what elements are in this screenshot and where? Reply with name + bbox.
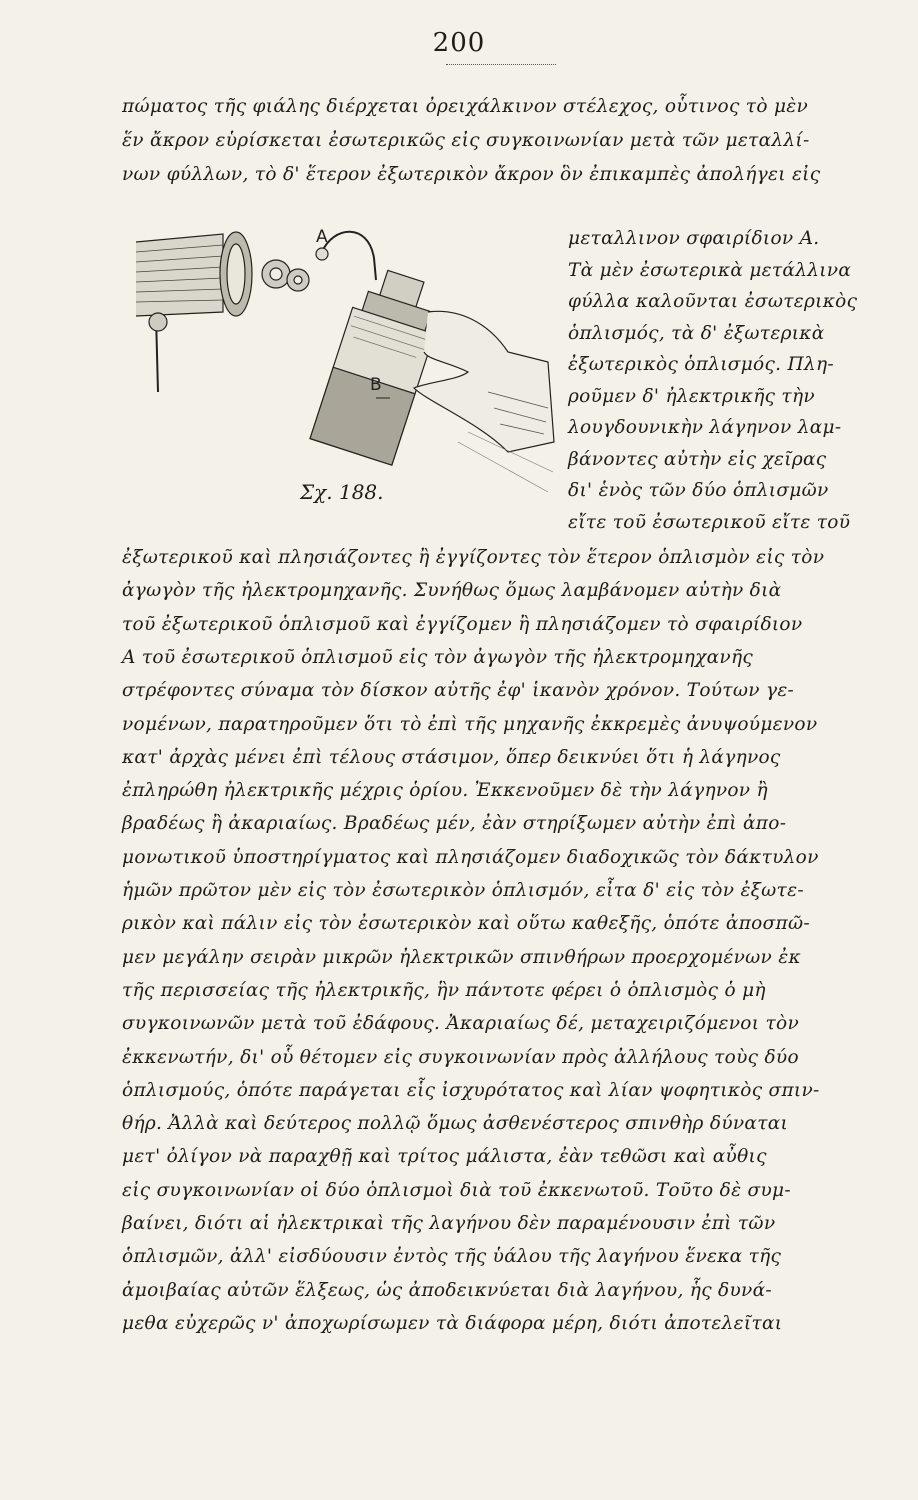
text-line: ἐξωτερικὸς ὁπλισμός. Πλη- bbox=[568, 354, 834, 375]
text-line: βαίνει, διότι αἱ ἠλεκτρικαὶ τῆς λαγήνου δὲν παραμένουσιν ἐπὶ τῶν bbox=[122, 1213, 776, 1234]
text-line: ὁπλισμῶν, ἀλλ' εἰσδύουσιν ἐντὸς τῆς ὑάλου τῆς λαγήνου ἕνεκα τῆς bbox=[122, 1246, 782, 1268]
text-line: θήρ. Ἀλλὰ καὶ δεύτερος πολλῷ ὅμως ἀσθενέστερος σπινθὴρ δύναται bbox=[122, 1113, 789, 1135]
text-line: νομένων, παρατηροῦμεν ὅτι τὸ ἐπὶ τῆς μηχανῆς ἐκκρεμὲς ἀνυψούμενον bbox=[122, 713, 818, 735]
leyden-jar-illustration bbox=[128, 212, 560, 512]
text-line: στρέφοντες σύναμα τὸν δίσκον αὐτῆς ἐφ' ἱκανὸν χρόνον. Τούτων γε- bbox=[122, 680, 795, 702]
text-line: Α τοῦ ἐσωτερικοῦ ὁπλισμοῦ εἰς τὸν ἀγωγὸν τῆς ἠλεκτρομηχανῆς bbox=[122, 646, 754, 668]
text-line: ὁπλισμούς, ὁπότε παράγεται εἷς ἰσχυρότατος καὶ λίαν ψοφητικὸς σπιν- bbox=[122, 1079, 820, 1101]
text-line: ροῦμεν δ' ἠλεκτρικῆς τὴν bbox=[568, 385, 815, 407]
text-line: βάνοντες αὐτὴν εἰς χεῖρας bbox=[568, 448, 827, 470]
page-number: 200 bbox=[432, 28, 486, 58]
text-line: μονωτικοῦ ὑποστηρίγματος καὶ πλησιάζομεν διαδοχικῶς τὸν δάκτυλον bbox=[122, 846, 819, 868]
text-line: νων φύλλων, τὸ δ' ἕτερον ἐξωτερικὸν ἄκρον ὃν ἐπικαμπὲς ἀπολήγει εἰς bbox=[122, 164, 821, 185]
text-line: πώματος τῆς φιάλης διέρχεται ὀρειχάλκινον στέλεχος, οὗτινος τὸ μὲν bbox=[122, 96, 809, 117]
text-line: μετ' ὀλίγον νὰ παραχθῇ καὶ τρίτος μάλιστα, ἐὰν τεθῶσι καὶ αὖθις bbox=[122, 1146, 767, 1168]
text-line: συγκοινωνῶν μετὰ τοῦ ἐδάφους. Ἀκαριαίως δέ, μεταχειριζόμενοι τὸν bbox=[122, 1013, 799, 1035]
text-line: ἐπληρώθη ἠλεκτρικῆς μέχρις ὁρίου. Ἐκκενοῦμεν δὲ τὴν λάγηνον ἢ bbox=[122, 780, 768, 802]
header-rule bbox=[446, 64, 556, 65]
text-line: ρικὸν καὶ πάλιν εἰς τὸν ἐσωτερικὸν καὶ οὕτω καθεξῆς, ὁπότε ἀποσπῶ- bbox=[122, 913, 810, 935]
text-line: μεν μεγάλην σειρὰν μικρῶν ἠλεκτρικῶν σπινθήρων προερχομένων ἐκ bbox=[122, 946, 801, 968]
text-line: κατ' ἀρχὰς μένει ἐπὶ τέλους στάσιμον, ὅπερ δεικνύει ὅτι ἡ λάγηνος bbox=[122, 746, 781, 768]
text-line: ὁπλισμός, τὰ δ' ἐξωτερικὰ bbox=[568, 322, 825, 344]
text-line: μεθα εὐχερῶς ν' ἀποχωρίσωμεν τὰ διάφορα μέρη, διότι ἀποτελεῖται bbox=[122, 1312, 783, 1334]
leyden-jar-figure bbox=[128, 212, 560, 512]
text-line: δι' ἑνὸς τῶν δύο ὁπλισμῶν bbox=[568, 480, 829, 501]
text-line: Τὰ μὲν ἐσωτερικὰ μετάλλινα bbox=[568, 259, 852, 281]
text-line: ἕν ἄκρον εὑρίσκεται ἐσωτερικῶς εἰς συγκοινωνίαν μετὰ τῶν μεταλλί- bbox=[122, 130, 810, 151]
text-line: ἐκκενωτήν, δι' οὗ θέτομεν εἰς συγκοινωνίαν πρὸς ἀλλήλους τοὺς δύο bbox=[122, 1046, 799, 1068]
text-line: λουγδουνικὴν λάγηνον λαμ- bbox=[568, 417, 842, 438]
figure-label-b: B bbox=[370, 375, 382, 395]
figure-label-a: A bbox=[316, 227, 328, 247]
text-line: τῆς περισσείας τῆς ἠλεκτρικῆς, ἣν πάντοτε φέρει ὁ ὁπλισμὸς ὁ μὴ bbox=[122, 979, 766, 1001]
text-line: φύλλα καλοῦνται ἐσωτερικὸς bbox=[568, 291, 858, 312]
text-line: τοῦ ἐξωτερικοῦ ὁπλισμοῦ καὶ ἐγγίζομεν ἢ πλησιάζομεν τὸ σφαιρίδιον bbox=[122, 613, 803, 635]
text-line: μεταλλινον σφαιρίδιον Α. bbox=[568, 228, 820, 249]
text-line: ἡμῶν πρῶτον μὲν εἰς τὸν ἐσωτερικὸν ὁπλισμόν, εἶτα δ' εἰς τὸν ἐξωτε- bbox=[122, 880, 804, 901]
text-line: ἐξωτερικοῦ καὶ πλησιάζοντες ἢ ἐγγίζοντες τὸν ἕτερον ὁπλισμὸν εἰς τὸν bbox=[122, 547, 825, 568]
text-line: ἀγωγὸν τῆς ἠλεκτρομηχανῆς. Συνήθως ὅμως λαμβάνομεν αὐτὴν διὰ bbox=[122, 580, 782, 602]
text-line: ἀμοιβαίας αὐτῶν ἕλξεως, ὡς ἀποδεικνύεται διὰ λαγήνου, ἧς δυνά- bbox=[122, 1279, 772, 1301]
text-line: εἰς συγκοινωνίαν οἱ δύο ὁπλισμοὶ διὰ τοῦ ἐκκενωτοῦ. Τοῦτο δὲ συμ- bbox=[122, 1179, 791, 1201]
figure-caption: Σχ. 188. bbox=[300, 480, 384, 504]
text-line: εἴτε τοῦ ἐσωτερικοῦ εἴτε τοῦ bbox=[568, 511, 851, 533]
text-line: βραδέως ἢ ἀκαριαίως. Βραδέως μέν, ἐὰν στηρίξωμεν αὐτὴν ἐπὶ ἀπο- bbox=[122, 813, 787, 835]
